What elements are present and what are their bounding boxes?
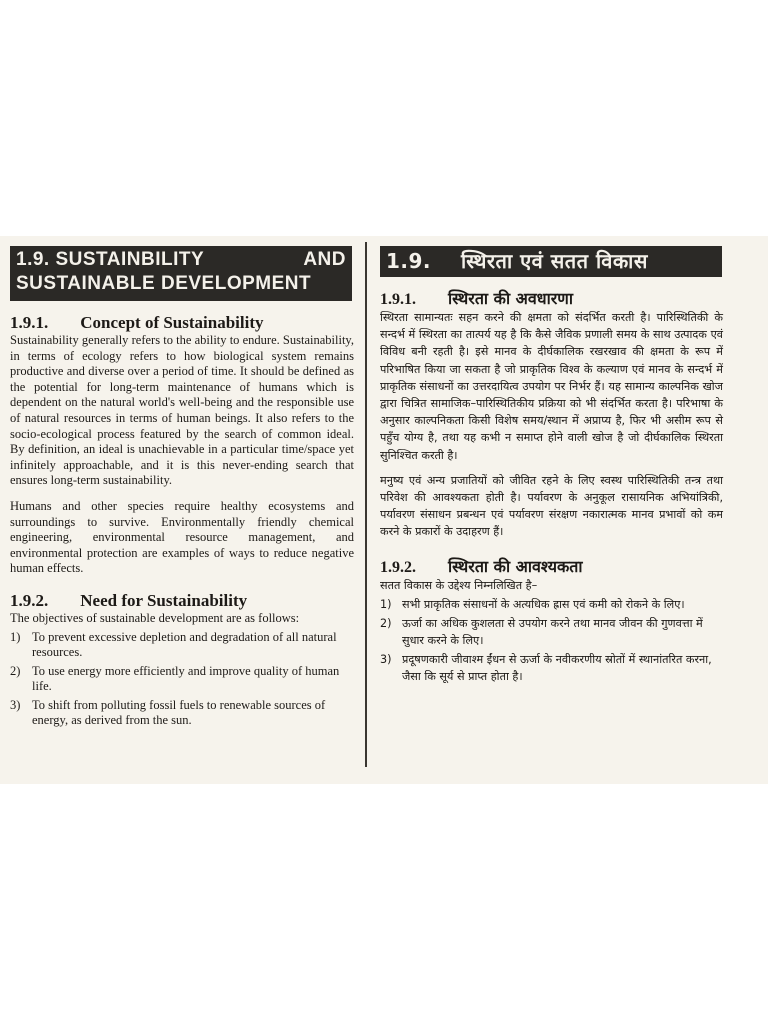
list-item: 1) To prevent excessive depletion and degradation of all natural resources. xyxy=(10,629,337,660)
heading-number: 1.9.1. xyxy=(380,291,416,308)
heading-concept xyxy=(10,313,354,333)
textbook-page xyxy=(0,236,768,784)
hindi-column xyxy=(380,246,723,685)
heading-title: Concept of Sustainability xyxy=(80,313,264,332)
list-item: 2) To use energy more efficiently and improve quality of human life. xyxy=(10,663,340,694)
list-item: 3) To shift from polluting fossil fuels to renewable sources of energy, as derived from the sun. xyxy=(10,697,326,728)
list-item: 1) सभी प्राकृतिक संसाधनों के अत्यधिक ह्रास एवं कमी को रोकने के लिए। xyxy=(380,597,685,611)
banner-line2: SUSTAINABLE DEVELOPMENT xyxy=(16,273,312,294)
banner-title: स्थिरता एवं सतत विकास xyxy=(461,249,648,273)
english-column xyxy=(10,246,354,729)
banner-number: 1.9. xyxy=(386,249,432,273)
banner-and: AND xyxy=(303,249,346,270)
banner-number: 1.9. xyxy=(16,249,50,270)
heading-need xyxy=(10,591,354,611)
section-banner-english xyxy=(10,246,352,301)
heading-title: स्थिरता की अवधारणा xyxy=(448,289,574,308)
heading-title: स्थिरता की आवश्यकता xyxy=(448,556,583,576)
paragraph-ecosystems-hindi: मनुष्य एवं अन्य प्रजातियों को जीवित रहने के लिए स्वस्थ पारिस्थितिकी तन्त्र तथा परिवेश की आवश्यकता होती है। पर्यावरण के अनुकूल रासायनिक अभियांत्रिकी, पर्यावरण संसाधन प्रबन्धन एवं पर्यावरण संरक्षण नकारात्मक मानव प्रभावों को कम करने के प्रकारों के उदाहरण हैं। xyxy=(380,473,723,539)
heading-need-hindi xyxy=(380,555,723,577)
heading-number: 1.9.2. xyxy=(380,558,416,576)
heading-title: Need for Sustainability xyxy=(80,590,248,610)
paragraph-ecosystems: Humans and other species require healthy ecosystems and surroundings to survive. Environmentally friendly chemical engineering, environmental resource management, and environmental protection are examples of ways to reduce negative human effects. xyxy=(10,498,354,576)
heading-number: 1.9.2. xyxy=(10,590,49,610)
paragraph-concept-hindi: स्थिरता सामान्यतः सहन करने की क्षमता को संदर्भित करती है। पारिस्थितिकी के सन्दर्भ में स्थिरता का तात्पर्य यह है कि कैसे जैविक प्रणाली समय के साथ उत्पादक एवं विविध बनी रहती है। इसे मानव के दीर्घकालिक रखरखाव की क्षमता के रूप में परिभाषित किया जा सकता है जो प्राकृतिक विश्व के कल्याण एवं मानव के सन्दर्भ में प्राकृतिक संसाधनों का उत्तरदायित्व उपयोग पर निर्भर हैं। यह सामान्य काल्पनिक खोज द्वारा चित्रित सामाजिक–पारिस्थितिकीय प्रक्रिया को भी संदर्भित करता है। परिभाषा के अनुसार काल्पनिकता किसी विशेष समय/स्थान में अप्राप्य है, फिर भी असीम रूप से पहुँच योग्य है, तथा यह कभी न समाप्त होने वाली खोज है जो दीर्घकालिक स्थिरता सुनिश्चित करती है। xyxy=(380,311,723,462)
paragraph-concept: Sustainability generally refers to the ability to endure. Sustainability, in terms of ecology refers to how biological system remains productive and diverse over a period of time. It should be defined as the potential for long-term maintenance of humans which is dependent on the natural world's well-being and the responsible use of natural resources in terms of human beings. It also refers to the socio-ecological process featured by the search of common ideal. By definition, an ideal is unachievable in a particular time/space yet infinitely approachable, and it is this never-ending search that ensures long-term sustainability. xyxy=(10,333,354,488)
list-item: 2) ऊर्जा का अधिक कुशलता से उपयोग करने तथा मानव जीवन की गुणवत्ता में सुधार करने के लिए। xyxy=(380,616,703,647)
objectives-intro: The objectives of sustainable development are as follows: xyxy=(10,610,300,625)
objectives-list-hindi xyxy=(380,596,723,685)
banner-word: SUSTAINBILITY xyxy=(55,249,205,270)
heading-number: 1.9.1. xyxy=(10,313,49,332)
column-divider xyxy=(365,242,367,767)
objectives-intro-hindi: सतत विकास के उद्देश्य निम्नलिखित है– xyxy=(380,578,538,592)
heading-concept-hindi xyxy=(380,287,723,309)
list-item: 3) प्रदूषणकारी जीवाश्म ईंधन से ऊर्जा के नवीकरणीय स्रोतों में स्थानांतरित करना, जैसा कि सूर्य से प्राप्त होता है। xyxy=(380,652,712,683)
section-banner-hindi xyxy=(380,246,722,277)
objectives-list xyxy=(10,630,354,730)
